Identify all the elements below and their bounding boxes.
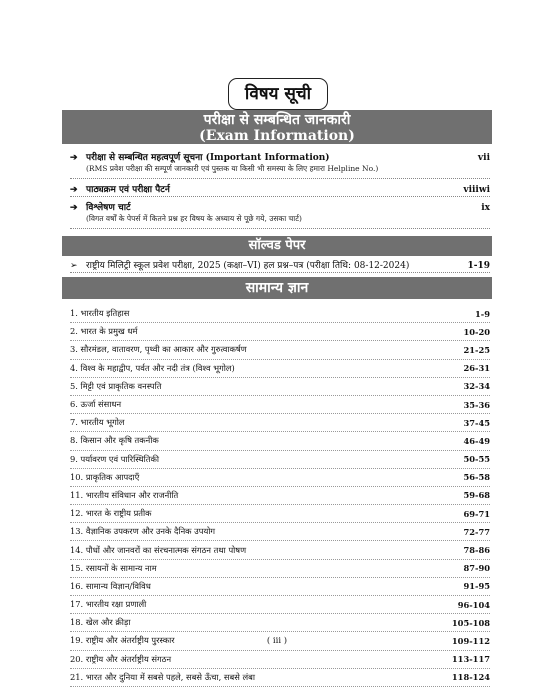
page-number: ( iii )	[266, 636, 288, 646]
info-item-title: पाठ्यक्रम एवं परीक्षा पैटर्न	[86, 185, 170, 195]
arrow-icon: ➔	[70, 203, 78, 213]
toc-item	[70, 560, 490, 578]
toc-item	[70, 469, 490, 487]
toc-item	[70, 360, 490, 378]
info-item-page: viiiwi	[463, 185, 490, 195]
toc-item-title: 2. भारत के प्रमुख धर्म	[70, 326, 138, 337]
toc-item	[70, 487, 490, 505]
title-box	[228, 78, 328, 110]
toc-item	[70, 596, 490, 614]
info-item-title: परीक्षा से सम्बन्धित महत्वपूर्ण सूचना (Important Information)	[86, 153, 330, 163]
solved-paper-header	[62, 236, 492, 256]
toc-item-page: 69-71	[463, 508, 490, 519]
info-item-subtext: (विगत वर्षों के पेपर्स में कितने प्रश्न हर विषय के अध्याय से पूछे गये, उसका चार्ट)	[86, 214, 302, 223]
toc-item	[70, 305, 490, 323]
toc-item-page: 96-104	[457, 599, 490, 610]
toc-item-title: 19. राष्ट्रीय और अंतर्राष्ट्रीय पुरस्कार	[70, 635, 175, 646]
arrow-icon: ➔	[70, 185, 78, 195]
toc-item-page: 59-68	[463, 490, 490, 501]
toc-item-page: 26-31	[463, 363, 490, 374]
toc-item-page: 78-86	[463, 545, 490, 556]
arrow-icon: ➢	[70, 261, 78, 271]
toc-item	[70, 432, 490, 450]
toc-item-title: 11. भारतीय संविधान और राजनीति	[70, 489, 179, 500]
toc-item-title: 3. सौरमंडल, वातावरण, पृथ्वी का आकार और गुरुत्वाकर्षण	[70, 344, 247, 355]
toc-item-page: 105-108	[451, 617, 490, 628]
divider	[70, 228, 490, 229]
toc-list	[70, 305, 490, 687]
info-item-subtext: (RMS प्रवेश परीक्षा की सम्पूर्ण जानकारी एवं पुस्तक या किसी भी समस्या के लिए हमारा Helpline No.)	[86, 164, 379, 173]
divider	[70, 178, 490, 179]
toc-item	[70, 578, 490, 596]
gk-header	[62, 277, 492, 299]
toc-item	[70, 378, 490, 396]
toc-item-page: 1-9	[475, 308, 490, 319]
info-item-title: विश्लेषण चार्ट	[86, 203, 131, 213]
toc-item-page: 37-45	[463, 417, 490, 428]
toc-item	[70, 523, 490, 541]
toc-item-title: 12. भारत के राष्ट्रीय प्रतीक	[70, 508, 152, 519]
info-item-2	[70, 182, 490, 195]
solved-paper-title: राष्ट्रीय मिलिट्री स्कूल प्रवेश परीक्षा, 2025 (कक्षा–VI) हल प्रश्न–पत्र (परीक्षा तिथि: 08-12-2024)	[86, 261, 410, 271]
info-item-3	[70, 200, 490, 224]
info-item-page: vii	[477, 153, 490, 163]
toc-item-title: 6. ऊर्जा संसाधन	[70, 399, 122, 410]
toc-item-title: 4. विश्व के महाद्वीप, पर्वत और नदी तंत्र (विश्व भूगोल)	[70, 362, 235, 373]
toc-item-page: 10-20	[463, 326, 490, 337]
toc-item	[70, 669, 490, 687]
toc-item-page: 46-49	[463, 435, 490, 446]
toc-item-title: 13. वैज्ञानिक उपकरण और उनके दैनिक उपयोग	[70, 526, 216, 537]
toc-item	[70, 451, 490, 469]
toc-item	[70, 505, 490, 523]
toc-item-page: 21-25	[463, 344, 490, 355]
solved-paper-item	[70, 258, 490, 271]
toc-item-title: 14. पौधों और जानवरों का संरचनात्मक संगठन तथा पोषण	[70, 544, 247, 555]
toc-item-title: 15. रसायनों के सामान्य नाम	[70, 562, 157, 573]
toc-item	[70, 396, 490, 414]
toc-item	[70, 341, 490, 359]
toc-item-page: 109-112	[451, 635, 490, 646]
toc-item-title: 7. भारतीय भूगोल	[70, 417, 125, 428]
toc-item	[70, 614, 490, 632]
toc-item-title: 21. भारत और दुनिया में सबसे पहले, सबसे ऊँचा, सबसे लंबा	[70, 671, 255, 682]
toc-item-title: 17. भारतीय रक्षा प्रणाली	[70, 599, 147, 610]
gk-heading: सामान्य ज्ञान	[245, 280, 309, 296]
toc-item-page: 56-58	[463, 472, 490, 483]
toc-item-title: 8. किसान और कृषि तकनीक	[70, 435, 159, 446]
toc-item	[70, 651, 490, 669]
toc-item-page: 91-95	[463, 581, 490, 592]
toc-item-page: 87-90	[463, 563, 490, 574]
divider	[70, 196, 490, 197]
exam-info-header	[62, 110, 492, 144]
exam-info-heading-en: (Exam Information)	[199, 128, 355, 144]
toc-item-title: 20. राष्ट्रीय और अंतर्राष्ट्रीय संगठन	[70, 653, 172, 664]
toc-item-page: 118-124	[451, 672, 490, 683]
toc-item-page: 35-36	[463, 399, 490, 410]
toc-item-page: 113-117	[451, 654, 490, 665]
toc-item-title: 16. सामान्य विज्ञान/विविध	[70, 580, 151, 591]
toc-item	[70, 414, 490, 432]
toc-item-title: 5. मिट्टी एवं प्राकृतिक वनस्पति	[70, 380, 162, 391]
toc-item	[70, 541, 490, 559]
info-item-1	[70, 150, 490, 174]
toc-item-title: 10. प्राकृतिक आपदाएँ	[70, 471, 140, 482]
info-item-page: ix	[481, 203, 490, 213]
solved-paper-heading: सॉल्वड पेपर	[248, 238, 306, 253]
arrow-icon: ➔	[70, 153, 78, 163]
toc-item	[70, 323, 490, 341]
toc-item-title: 9. पर्यावरण एवं पारिस्थितिकी	[70, 453, 160, 464]
solved-paper-page: 1-19	[467, 261, 490, 271]
toc-item-title: 1. भारतीय इतिहास	[70, 308, 130, 319]
divider	[70, 272, 490, 273]
toc-item-title: 18. खेल और क्रीड़ा	[70, 617, 131, 628]
page-title: विषय सूची	[244, 84, 312, 104]
exam-info-heading-hi: परीक्षा से सम्बन्धित जानकारी	[203, 112, 351, 128]
toc-item-page: 32-34	[463, 381, 490, 392]
toc-item-page: 72-77	[463, 526, 490, 537]
toc-item-page: 50-55	[463, 454, 490, 465]
